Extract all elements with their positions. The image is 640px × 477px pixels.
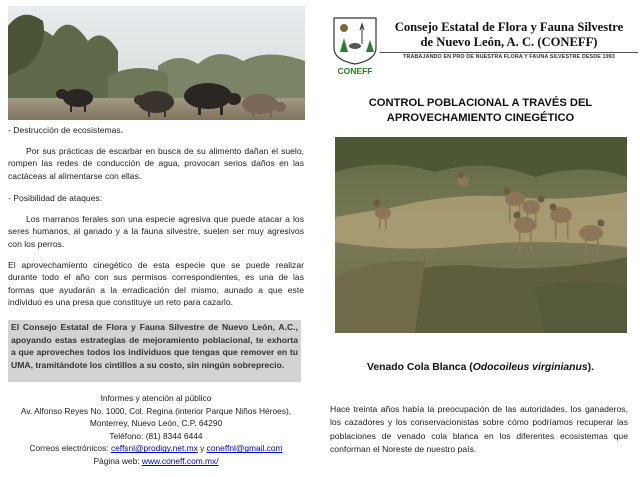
emails-label: Correos electrónicos: [29, 443, 111, 454]
section-title-line2: APROVECHAMIENTO CINEGÉTICO [386, 112, 575, 124]
logo-text: CONEFF [337, 66, 373, 76]
callout-box: El Consejo Estatal de Flora y Fauna Silvestre de Nuevo León, A.C., apoyando estas estrategias de mejoramiento poblacional, te exhorta a que aproveches todos los individuos que tengas que remover en tu UMA, tramitándote los cintillos a su costo, sin ningún sobreprecio. [8, 320, 301, 382]
email-link-2[interactable]: coneffnl@gmail.com [206, 443, 283, 454]
website-link[interactable]: www.coneff.com.mx/ [141, 455, 219, 466]
white-tailed-deer-photo [335, 137, 627, 333]
contact-heading: Informes y atención al público [100, 393, 212, 403]
contact-web [8, 455, 304, 468]
section-title-line1: CONTROL POBLACIONAL A TRAVÉS DEL [368, 97, 593, 109]
caption-scientific: Odocoileus virginianus [472, 362, 588, 373]
text-hunting: El aprovechamiento cinegético de esta especie que se puede realizar durante todo el año con sus permisos correspondientes, es una de las formas que ayudarán a la erradicación del mismo, aunado a que este individuo es una presa que constituye un reto para cazarlo. [8, 260, 304, 308]
text-ecosystems: Por sus prácticas de escarbar en busca de su alimento dañan el suelo, rompen las redes de conducción de agua, provocan serios daños en las cactáceas al alimentarse con ellas. [8, 146, 304, 181]
contact-emails [8, 442, 304, 455]
tagline: TRABAJANDO EN PRO DE NUESTRA FLORA Y FAUNA SILVESTRE DESDE 1993 [380, 52, 638, 60]
heading-attacks: - Posibilidad de ataques: [8, 193, 103, 203]
email-link-1[interactable]: ceffsnl@prodigy.net.mx [110, 443, 198, 454]
deer-paragraph: Hace treinta años había la preocupación de las autoridades, los ganaderos, los cazadores y los conservacionistas sobre cómo podríamos recuperar las poblaciones de venado cola blanca en los diferentes ecosistemas que conforman el Noreste de nuestro país. [330, 404, 628, 455]
contact-city: Monterrey, Nuevo León, C.P. 64290 [89, 418, 223, 429]
caption-end: ). [587, 362, 594, 373]
org-name-line1: Consejo Estatal de Flora y Fauna Silvestre [394, 20, 624, 34]
caption-main: Venado Cola Blanca ( [367, 362, 473, 373]
left-panel [0, 0, 318, 477]
org-name-line2: de Nuevo León, A. C. (CONEFF) [420, 35, 598, 49]
coneff-logo [330, 14, 380, 76]
org-name [384, 20, 634, 50]
heading-ecosystems: - Destrucción de ecosistemas. [8, 125, 124, 135]
feral-hogs-photo [8, 6, 305, 120]
right-panel [318, 0, 640, 477]
email-separator: y [197, 443, 207, 454]
web-label: Página web: [93, 455, 142, 466]
section-title [338, 96, 623, 126]
text-attacks: Los marranos ferales son una especie agresiva que puede atacar a los seres humanos, al ganado y a la fauna silvestre, suelen ser muy agresivos con los perros. [8, 214, 304, 249]
photo-caption [338, 362, 623, 373]
contact-address: Av. Alfonso Reyes No. 1000, Col. Regina (interior Parque Niños Héroes), [20, 405, 292, 416]
contact-phone: Teléfono: (81) 8344 6444 [109, 430, 203, 441]
contact-info [8, 392, 304, 468]
